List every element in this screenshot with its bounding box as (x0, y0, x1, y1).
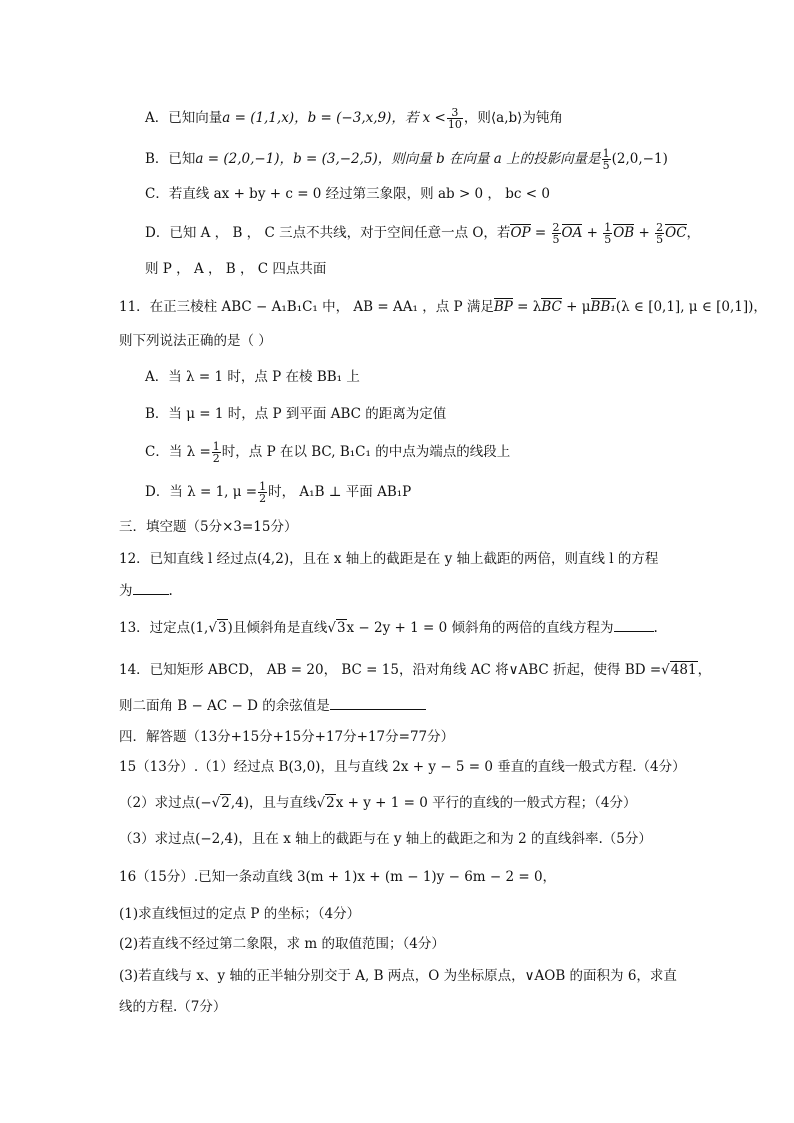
q10-option-b (145, 148, 668, 171)
q10-option-d (145, 222, 700, 245)
q11-option-d (145, 481, 411, 504)
q10d-plus1: + (582, 225, 603, 241)
q10d-plus2: + (634, 225, 655, 241)
q10d-vec-ob: OB (613, 225, 635, 241)
q11-option-c (145, 441, 510, 464)
q11-stem-line1 (119, 297, 767, 317)
q14-post: ， (697, 662, 712, 678)
q14-line1 (119, 660, 711, 680)
q13-point-sqrt: √3 (208, 620, 227, 636)
q11c-post: 时，点 P 在以 BC, B₁C₁ 的中点为端点的线段上 (221, 444, 511, 460)
q13-sqrt: √3 (327, 620, 346, 636)
q11-vec-bp: BP (493, 299, 513, 315)
q10b-vector-b: b = (3,−2,5)，则向量 b 在向量 a 上的投影向量是 (293, 151, 601, 167)
q15-l2-pre: （2）求过点(− (119, 795, 212, 811)
q10a-pre: A．已知向量 (145, 110, 223, 126)
q15-l2-sqrt2: √2 (316, 795, 335, 811)
q11c-frac-den: 2 (212, 452, 220, 465)
q14-sqrt: √481 (661, 662, 697, 678)
q14-line2-text: 则二面角 B − AC − D 的余弦值是 (119, 698, 330, 714)
q10d-vec-oc: OC (665, 225, 687, 241)
q10d-frac2-den: 5 (604, 233, 612, 246)
q10a-post: ，则⟨a,b⟩为钝角 (463, 110, 563, 126)
q11-eq: = λ (512, 299, 542, 315)
q10b-pre: B．已知 (145, 151, 196, 167)
q12-line1: 12．已知直线 l 经过点(4,2)，且在 x 轴上的截距是在 y 轴上截距的两倍，则直线 l 的方程 (119, 551, 659, 567)
q10a-vector-a: a = (1,1,x)， (222, 110, 308, 126)
q12-answer-blank[interactable] (133, 594, 169, 595)
q11c-fraction (212, 441, 221, 464)
q13-point-close: ) (227, 620, 233, 636)
q10d-frac1-den: 5 (552, 233, 560, 246)
q10-option-c: C．若直线 ax + by + c = 0 经过第三象限，则 ab > 0 ， bc < 0 (145, 186, 550, 202)
q10b-vector-a: a = (2,0,−1)， (195, 151, 294, 167)
q11-option-b: B．当 μ = 1 时，点 P 到平面 ABC 的距离为定值 (145, 406, 447, 422)
q11d-frac-den: 2 (259, 492, 267, 505)
q10b-fraction (602, 148, 611, 171)
q11d-frac-num: 1 (259, 480, 267, 493)
q14-answer-blank[interactable] (330, 709, 426, 710)
q13-answer-blank[interactable] (614, 631, 654, 632)
q11-stem-pre: 11．在正三棱柱 ABC − A₁B₁C₁ 中， AB = AA₁ ，点 P 满足 (119, 299, 494, 315)
q10a-vector-b: b = (−3,x,9)，若 x < (307, 110, 446, 126)
q15-line2 (119, 793, 636, 813)
q10b-post: (2,0,−1) (611, 151, 668, 167)
q11-option-a: A．当 λ = 1 时，点 P 在棱 BB₁ 上 (145, 369, 360, 385)
q10-option-a (145, 107, 563, 130)
q13-pre: 13．过定点 (119, 620, 191, 636)
q16-line5: 线的方程.（7分） (119, 999, 227, 1015)
q10-option-d-line2: 则 P ， A ， B ， C 四点共面 (145, 261, 327, 277)
q10d-pre: D．已知 A ， B ， C 三点不共线，对于空间任意一点 O，若 (145, 225, 511, 241)
q10d-frac3-den: 5 (656, 233, 664, 246)
q15-line1: 15（13分）.（1）经过点 B(3,0)，且与直线 2x + y − 5 = 0 垂直的直线一般式方程.（4分） (119, 759, 686, 775)
q15-l2-radicand1: 2 (221, 795, 230, 811)
q14-pre: 14．已知矩形 ABCD， AB = 20， BC = 15，沿对角线 AC 将∨ABC 折起，使得 BD = (119, 662, 662, 678)
q13-end: . (653, 620, 658, 636)
q11-stem-post: (λ ∈ [0,1], μ ∈ [0,1])， (615, 299, 767, 315)
q10d-frac1-num: 2 (552, 221, 560, 234)
q16-line4: (3)若直线与 x、y 轴的正半轴分别交于 A, B 两点，O 为坐标原点，∨AOB 的面积为 6，求直 (119, 968, 677, 984)
q13-point-open: (1, (190, 620, 209, 636)
q11c-pre: C．当 λ = (145, 444, 211, 460)
q15-line3: （3）求过点(−2,4)，且在 x 轴上的截距与在 y 轴上的截距之和为 2 的直线斜率.（5分） (119, 831, 652, 847)
q10d-frac2-num: 1 (604, 221, 612, 234)
q13-mid2: x − 2y + 1 = 0 倾斜角的两倍的直线方程为 (346, 620, 614, 636)
section-3-heading: 三．填空题（5分×3=15分） (119, 519, 298, 535)
q14-line2 (119, 696, 426, 716)
q13-line (119, 618, 658, 638)
q11d-fraction (258, 481, 267, 504)
q13-point-radicand: 3 (217, 620, 227, 636)
q16-line1: 16（15分）.已知一条动直线 3(m + 1)x + (m − 1)y − 6m − 2 = 0， (119, 869, 557, 885)
q11-plus: + μ (561, 299, 591, 315)
q10d-eq: = (530, 225, 551, 241)
q10b-frac-num: 1 (602, 147, 610, 160)
q10d-vec-oa: OA (561, 225, 583, 241)
q10b-frac-den: 5 (602, 159, 610, 172)
q15-l2-mid: ,4)，且与直线 (230, 795, 317, 811)
q15-l2-post: x + y + 1 = 0 平行的直线的一般式方程；（4分） (335, 795, 637, 811)
q11c-frac-num: 1 (212, 440, 220, 453)
q10d-post: ， (686, 225, 701, 241)
q16-line2: (1)求直线恒过的定点 P 的坐标；（4分） (119, 906, 361, 922)
q14-radicand: 481 (670, 662, 697, 678)
q10a-frac-den: 10 (447, 118, 462, 131)
q10a-fraction (447, 107, 463, 130)
q11-vec-bc: BC (541, 299, 562, 315)
q10d-frac2 (603, 222, 612, 245)
q10d-frac3-num: 2 (656, 221, 664, 234)
q11-vec-bb1: BB₁ (590, 299, 616, 315)
q12-line2: 为 . (119, 583, 173, 599)
q15-l2-sqrt1: √2 (211, 795, 230, 811)
section-4-heading: 四．解答题（13分+15分+15分+17分+17分=77分） (119, 729, 455, 745)
q16-line3: (2)若直线不经过第二象限，求 m 的取值范围；（4分） (119, 936, 445, 952)
q10d-vec-op: OP (510, 225, 531, 241)
q15-l2-radicand2: 2 (326, 795, 335, 811)
q13-radicand: 3 (336, 620, 346, 636)
q11d-pre: D．当 λ = 1, μ = (145, 484, 258, 500)
q10a-frac-num: 3 (447, 107, 463, 119)
q10d-frac3 (655, 222, 664, 245)
q10d-frac1 (552, 222, 561, 245)
q13-mid: 且倾斜角是直线 (232, 620, 328, 636)
q12-line2-text: 为 (119, 583, 133, 599)
q11d-post: 时， A₁B ⊥ 平面 AB₁P (268, 484, 412, 500)
q11-stem-line2: 则下列说法正确的是（ ） (119, 333, 272, 349)
